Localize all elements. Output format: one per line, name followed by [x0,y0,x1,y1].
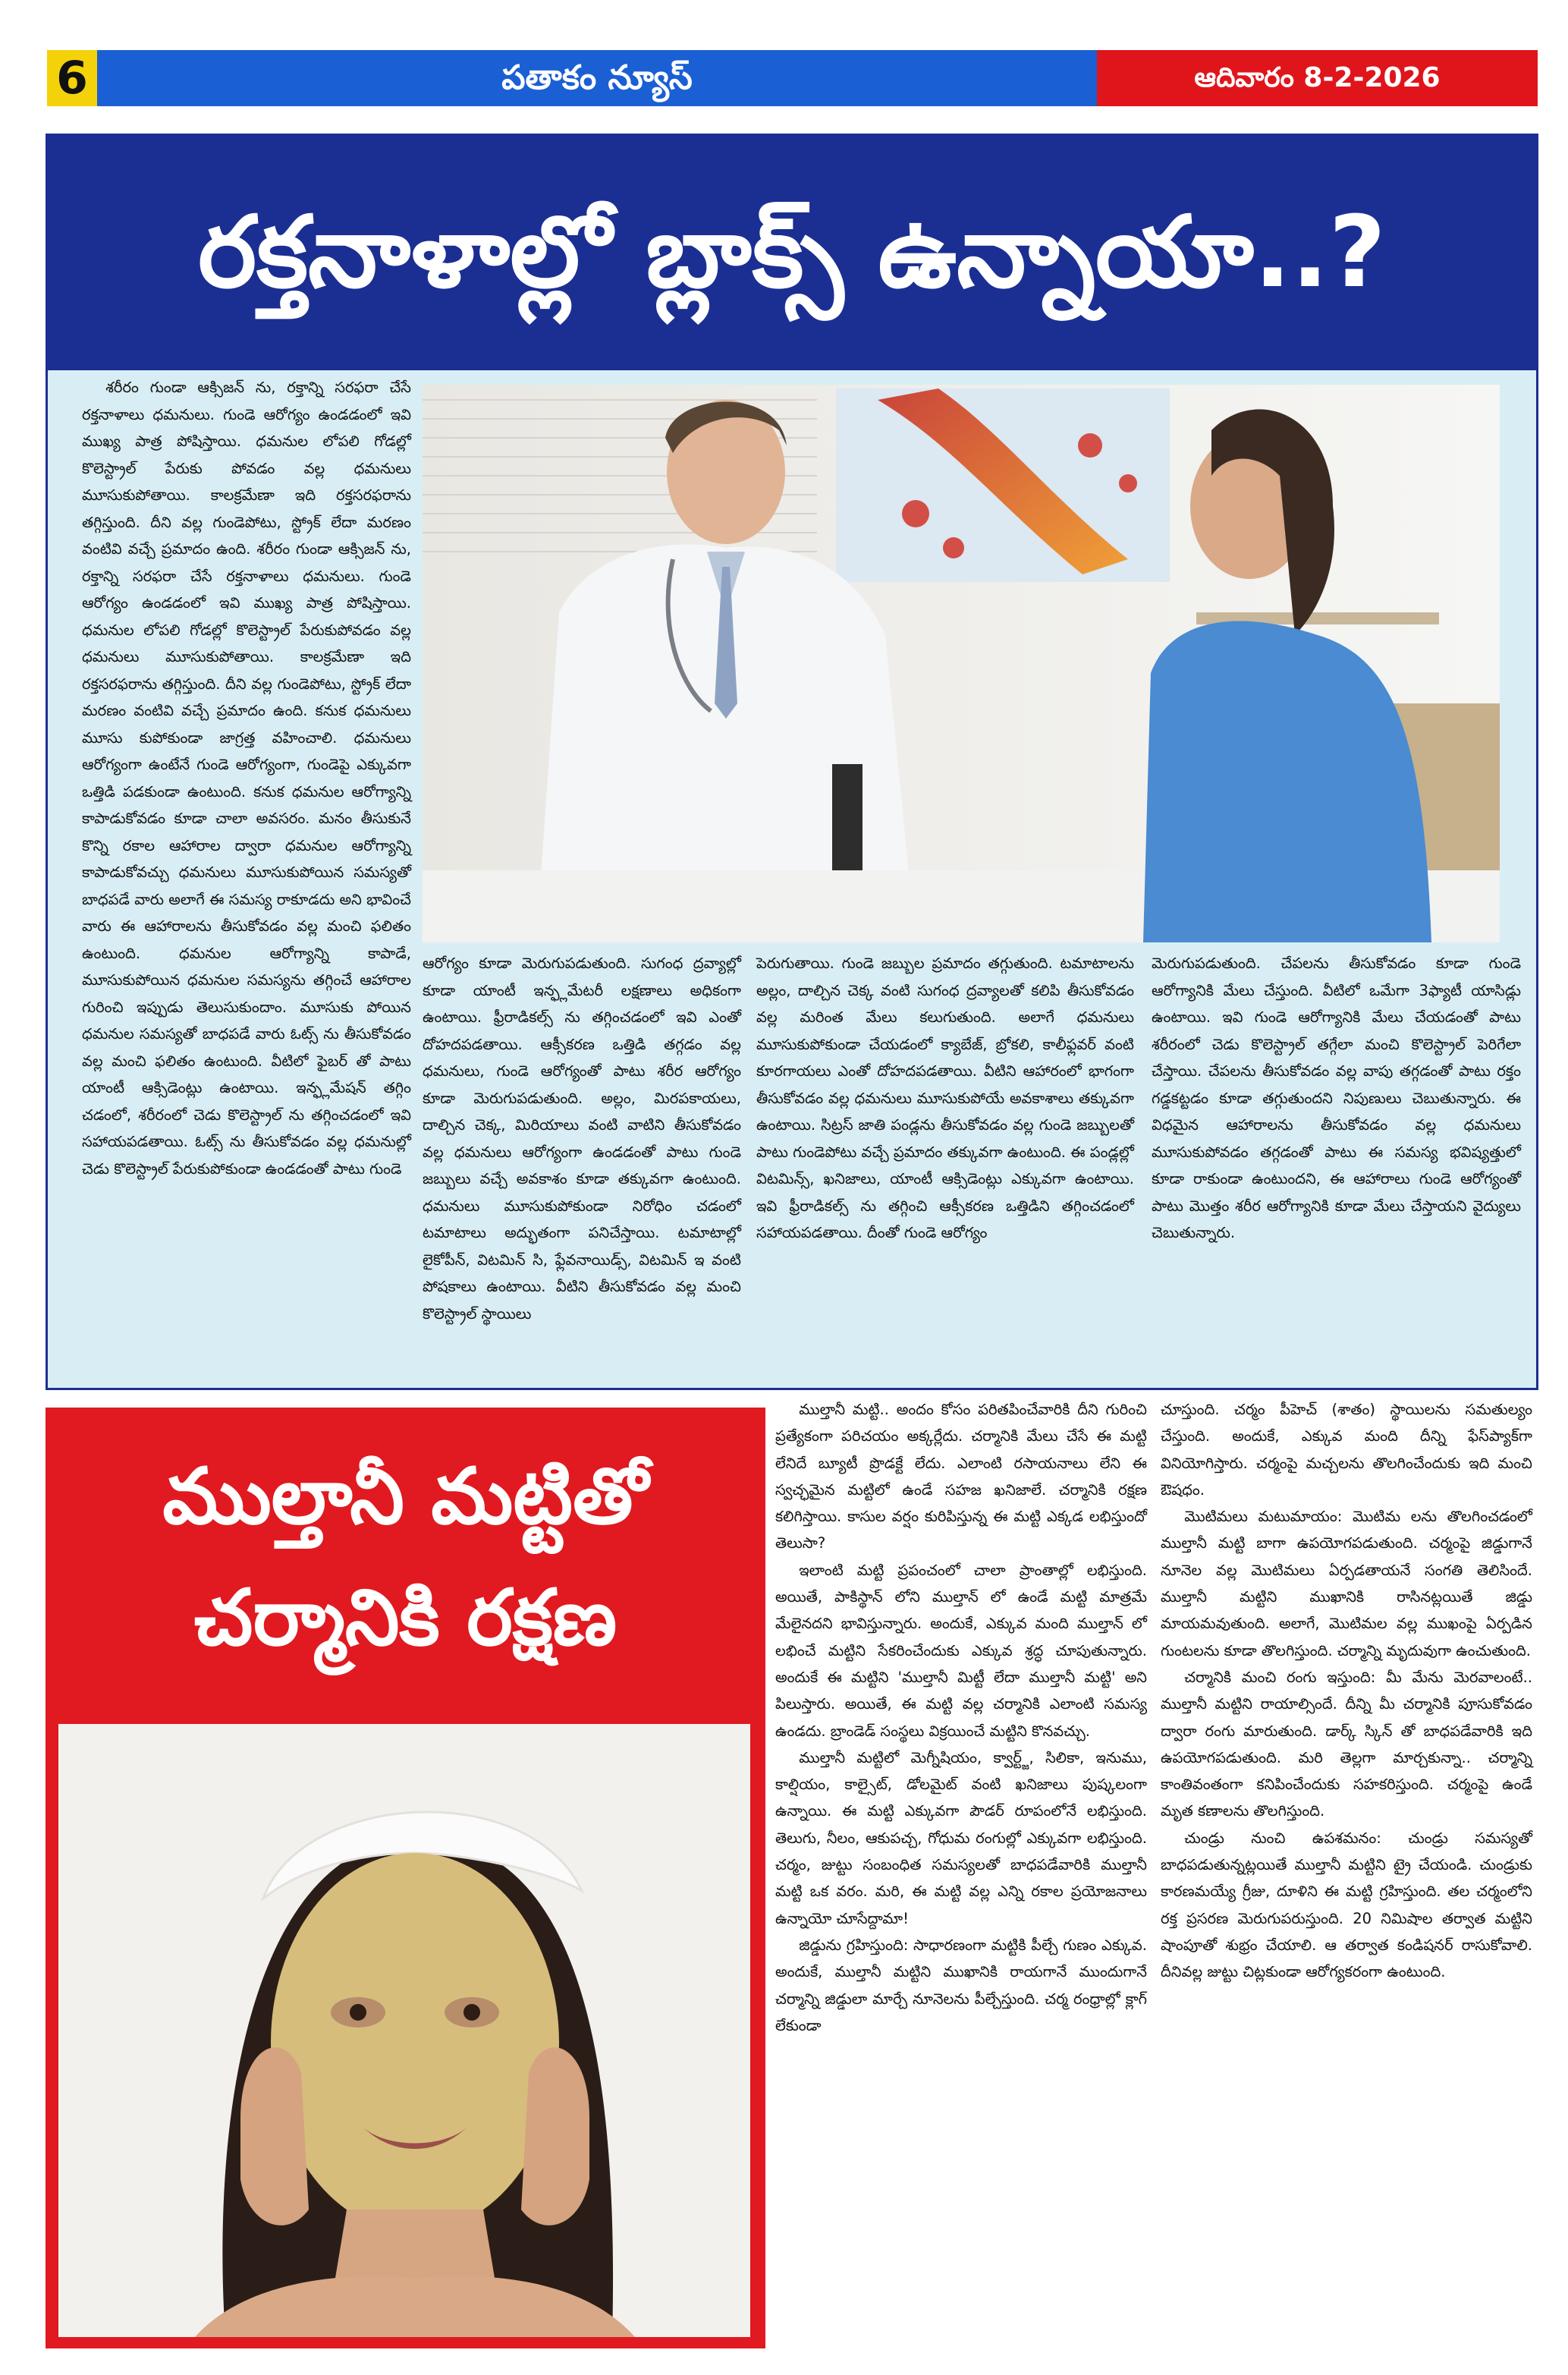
article2-headline-line2: చర్మానికి రక్షణ [193,1573,617,1663]
article1-col2-text: ఆరోగ్యం కూడా మెరుగుపడుతుంది. సుగంధ ద్రవ్యాల్లో కూడా యాంటీ ఇన్ఫ్లమేటరీ లక్షణాలు అధికంగా ఉంటాయి. ఫ్రీరాడికల్స్ ను తగ్గించడంలో ఇవి ఎంతో దోహదపడతాయి. ఆక్సీకరణ ఒత్తిడి తగ్గడం వల్ల ధమనులు, గుండె ఆరోగ్యంతో పాటు శరీర ఆరోగ్యం కూడా మెరుగుపడుతుంది. అల్లం, మిరపకాయలు, దాల్చిన చెక్క, మిరియాలు వంటి వాటిని తీసుకోవడం వల్ల ధమనులు ఆరోగ్యంగా ఉండడంతో పాటు గుండె జబ్బులు వచ్చే అవకాశం కూడా తక్కువగా ఉంటుంది. ధమనులు మూసుకుపోకుండా నిరోధిం చడంలో టమాటాలు అద్భుతంగా పనిచేస్తాయి. టమాటాల్లో లైకోపీన్, విటమిన్ సి, ఫ్లేవనాయిడ్స్, విటమిన్ ఇ వంటి పోషకాలు ఉంటాయి. వీటిని తీసుకోవడం వల్ల మంచి కొలెస్ట్రాల్ స్థాయిలు [423,955,741,1323]
article1-column-2 [423,950,741,1327]
article2-col2-para2: మొటిమలు మటుమాయం: మొటిమ లను తొలగించడంలో ముల్తానీ మట్టి బాగా ఉపయోగపడుతుంది. చర్మంపై జిడ్డుగానే నూనెల వల్ల మొటిమలు ఏర్పడతాయనే సంగతి తెలిసిందే. ముల్తానీ మట్టిని ముఖానికి రాసినట్లయితే జిడ్డు మాయమవుతుంది. అలాగే, మొటిమల వల్ల ముఖంపై ఏర్పడిన గుంటలను కూడా తొలగిస్తుంది. చర్మాన్ని మృదువుగా ఉంచుతుంది. [1161,1508,1532,1659]
article2-col1-para4: జిడ్డును గ్రహిస్తుంది: సాధారణంగా మట్టికి పీల్చే గుణం ఎక్కువ. అందుకే, ముల్తానీ మట్టిని ముఖానికి రాయగానే ముందుగానే చర్మాన్ని జిడ్డులా మార్చే నూనెలను పీల్చేస్తుంది. చర్మ రంధ్రాల్లో క్లాగ్ లేకుండా [775,1936,1147,2034]
article1-col4-text: మెరుగుపడుతుంది. చేపలను తీసుకోవడం కూడా గుండె ఆరోగ్యానికి మేలు చేస్తుంది. వీటిలో ఒమేగా 3ఫ్యాటీ యాసిడ్లు ఉంటాయి. ఇవి గుండె ఆరోగ్యానికి మేలు చేయడంతో పాటు శరీరంలో చెడు కొలెస్ట్రాల్ తగ్గేలా మంచి కొలెస్ట్రాల్ పెరిగేలా చేస్తాయి. చేపలను తీసుకోవడం వల్ల వాపు తగ్గడంతో పాటు రక్తం గడ్డకట్టడం కూడా తగ్గుతుందని నిపుణులు చెబుతున్నారు. ఈ విధమైన ఆహారాలను తీసుకోవడం వల్ల ధమనులు మూసుకుపోవడం తగ్గడంతో పాటు ఈ సమస్య భవిష్యత్తులో కూడా రాకుండా ఉంటుందని, ఈ ఆహారాలు గుండె ఆరోగ్యంతో పాటు మొత్తం శరీర ఆరోగ్యానికి కూడా మేలు చేస్తాయని వైద్యులు చెబుతున్నారు. [1152,955,1521,1241]
article1-column-1 [82,374,411,1182]
article2-col2-para4: చుండ్రు నుంచి ఉపశమనం: చుండ్రు సమస్యతో బాధపడుతున్నట్లయితే ముల్తానీ మట్టిని ట్రై చేయండి. చుండ్రుకు కారణమయ్యే గ్రీజు, దూళిని ఈ మట్టి గ్రహిస్తుంది. తల చర్మంలోని రక్త ప్రసరణ మెరుగుపరుస్తుంది. 20 నిమిషాల తర్వాత మట్టిని షాంపూతో శుభ్రం చేయాలి. ఆ తర్వాత కండిషనర్ రాసుకోవాలి. దీనివల్ల జుట్టు చిట్లకుండా ఆరోగ్యకరంగా ఉంటుంది. [1161,1829,1532,1981]
article2-col1-para3: ముల్తానీ మట్టిలో మెగ్నీషియం, క్వార్ట్జ్, సిలికా, ఇనుము, కాల్షియం, కాల్సైట్, డోలమైట్ వంటి ఖనిజాలు పుష్కలంగా ఉన్నాయి. ఈ మట్టి ఎక్కువగా పౌడర్ రూపంలోనే లభిస్తుంది. తెలుగు, నీలం, ఆకుపచ్చ, గోధుమ రంగుల్లో ఎక్కువగా లభిస్తుంది. చర్మం, జుట్టు సంబంధిత సమస్యలతో బాధపడేవారికి ముల్తానీ మట్టి ఒక వరం. మరి, ఈ మట్టి వల్ల ఎన్ని రకాల ప్రయోజనాలు ఉన్నాయో చూసేద్దామా! [775,1748,1147,1927]
article2-col2-para1: చూస్తుంది. చర్మం పీహెచ్ (శాతం) స్థాయిలను సమతుల్యం చేస్తుంది. అందుకే, ఎక్కువ మంది దీన్ని ఫేస్‌ప్యాక్‌గా వినియోగిస్తారు. చర్మంపై మచ్చలను తొలగించేందుకు ఇది మంచి ఔషధం. [1161,1401,1532,1499]
article2-column-2 [1161,1396,1532,1986]
doctor-patient-photo [423,385,1500,942]
face-mask-photo [58,1724,750,2337]
article2-column-1 [775,1396,1147,2039]
issue-date: ఆదివారం 8-2-2026 [1097,50,1538,106]
article1-column-3 [756,950,1134,1247]
article1-headline: రక్తనాళాల్లో బ్లాక్స్ ఉన్నాయా..? [46,134,1538,370]
article2-col1-para2: ఇలాంటి మట్టి ప్రపంచంలో చాలా ప్రాంతాల్లో లభిస్తుంది. అయితే, పాకిస్థాన్ లోని ముల్తాన్ లో ఉండే మట్టి మాత్రమే మేలైనదని భావిస్తున్నారు. అందుకే, ఎక్కువ మంది ముల్తాన్ లో లభించే మట్టిని సేకరించేందుకు ఎక్కువ శ్రద్ధ చూపుతున్నారు. అందుకే ఈ మట్టిని 'ముల్తానీ మిట్టీ లేదా ముల్తానీ మట్టి' అని పిలుస్తారు. అయితే, ఈ మట్టి వల్ల చర్మానికి ఎలాంటి సమస్య ఉండదు. బ్రాండెడ్ సంస్థలు విక్రయించే మట్టిని కొనవచ్చు. [775,1561,1147,1740]
article2-headline-line1: ముల్తానీ మట్టితో [162,1452,649,1542]
article2-headline [46,1408,765,1711]
article2-col2-para3: చర్మానికి మంచి రంగు ఇస్తుంది: మీ మేను మెరవాలంటే.. ముల్తానీ మట్టిని రాయాల్సిందే. దీన్ని మీ చర్మానికి పూసుకోవడం ద్వారా రంగు మారుతుంది. డార్క్ స్కిన్ తో బాధపడేవారికి ఇది ఉపయోగపడుతుంది. మరి తెల్లగా మార్చకున్నా.. చర్మాన్ని కాంతివంతంగా కనిపించేందుకు సహకరిస్తుంది. చర్మంపై ఉండే మృత కణాలను తొలగిస్తుంది. [1161,1668,1532,1820]
masthead: పతాకం న్యూస్ [97,50,1097,106]
article2-col1-para1: ముల్తానీ మట్టి.. అందం కోసం పరితపించేవారికి దీని గురించి ప్రత్యేకంగా పరిచయం అక్కర్లేదు. చర్మానికి మేలు చేసే ఈ మట్టి లేనిదే బ్యూటీ ప్రొడక్టే లేదు. ఎలాంటి రసాయనాలు లేని ఈ స్వచ్ఛమైన మట్టిలో ఉండే సహజ ఖనిజాలే. చర్మానికి రక్షణ కలిగిస్తాయి. కాసుల వర్షం కురిపిస్తున్న ఈ మట్టి ఎక్కడ లభిస్తుందో తెలుసా? [775,1401,1147,1552]
article1-col1-text: శరీరం గుండా ఆక్సిజన్ ను, రక్తాన్ని సరఫరా చేసే రక్తనాళాలు ధమనులు. గుండె ఆరోగ్యం ఉండడంలో ఇవి ముఖ్య పాత్ర పోషిస్తాయి. ధమనుల లోపలి గోడల్లో కొలెస్ట్రాల్ పేరుకు పోవడం వల్ల ధమనులు మూసుకుపోతాయి. కాలక్రమేణా ఇది రక్తసరఫరాను తగ్గిస్తుంది. దీని వల్ల గుండెపోటు, స్ట్రోక్ లేదా మరణం వంటివి వచ్చే ప్రమాదం ఉంది. శరీరం గుండా ఆక్సిజన్ ను, రక్తాన్ని సరఫరా చేసే రక్తనాళాలు ధమనులు. గుండె ఆరోగ్యం ఉండడంలో ఇవి ముఖ్య పాత్ర పోషిస్తాయి. ధమనుల లోపలి గోడల్లో కొలెస్ట్రాల్ పేరుకుపోవడం వల్ల ధమనులు మూసుకుపోతాయి. కాలక్రమేణా ఇది రక్తసరఫరాను తగ్గిస్తుంది. దీని వల్ల గుండెపోటు, స్ట్రోక్ లేదా మరణం వంటివి వచ్చే ప్రమాదం ఉంది. కనుక ధమనులు మూసు కుపోకుండా జాగ్రత్త వహించాలి. ధమనులు ఆరోగ్యంగా ఉంటేనే గుండె ఆరోగ్యంగా, గుండెపై ఎక్కువగా ఒత్తిడి పడకుండా ఉంటుంది. కనుక ధమనుల ఆరోగ్యాన్ని కాపాడుకోవడం కూడా చాలా అవసరం. మనం తీసుకునే కొన్ని రకాల ఆహారాల ద్వారా ధమనుల ఆరోగ్యాన్ని కాపాడుకోవచ్చు ధమనులు మూసుకుపోయిన సమస్యతో బాధపడే వారు అలాగే ఈ సమస్య రాకూడదు అని భావించే వారు ఈ ఆహారాలను తీసుకోవడం వల్ల మంచి ఫలితం ఉంటుంది. ధమనుల ఆరోగ్యాన్ని కాపాడే, మూసుకుపోయిన ధమనుల సమస్యను తగ్గించే ఆహారాల గురించి ఇప్పుడు తెలుసుకుందాం. మూసుకు పోయిన ధమనుల సమస్యతో బాధపడే వారు ఓట్స్ ను తీసుకోవడం వల్ల మంచి ఫలితం ఉంటుంది. వీటిలో ఫైబర్ తో పాటు యాంటీ ఆక్సిడెంట్లు ఉంటాయి. ఇన్ఫ్లమేషన్ తగ్గిం చడంలో, శరీరంలో చెడు కొలెస్ట్రాల్ ను తగ్గించడంలో ఇవి సహాయపడతాయి. ఓట్స్ ను తీసుకోవడం వల్ల ధమనుల్లో చెడు కొలెస్ట్రాల్ పేరుకుపోకుండా ఉండడంతో పాటు గుండె [82,379,411,1178]
article1-col3-text: పెరుగుతాయి. గుండె జబ్బుల ప్రమాదం తగ్గుతుంది. టమాటాలను అల్లం, దాల్చిన చెక్క వంటి సుగంధ ద్రవ్యాలతో కలిపి తీసుకోవడం వల్ల మరింత మేలు కలుగుతుంది. అలాగే ధమనులు మూసుకుపోకుండా చేయడంలో క్యాబేజ్, బ్రోకలి, కాలీఫ్లవర్ వంటి కూరగాయలు ఎంతో దోహదపడతాయి. వీటిని ఆహారంలో భాగంగా తీసుకోవడం వల్ల ధమనులు మూసుకుపోయే అవకాశాలు తక్కువగా ఉంటాయి. సిట్రస్ జాతి పండ్లను తీసుకోవడం వల్ల గుండె జబ్బులతో పాటు గుండెపోటు వచ్చే ప్రమాదం తక్కువగా ఉంటుంది. ఈ పండ్లల్లో విటమిన్స్, ఖనిజాలు, యాంటీ ఆక్సిడెంట్లు ఎక్కువగా ఉంటాయి. ఇవి ఫ్రీరాడికల్స్ ను తగ్గించి ఆక్సీకరణ ఒత్తిడిని తగ్గించడంలో సహాయపడతాయి. దీంతో గుండె ఆరోగ్యం [756,955,1134,1241]
article1-column-4 [1152,950,1521,1247]
page-number: 6 [47,50,97,106]
